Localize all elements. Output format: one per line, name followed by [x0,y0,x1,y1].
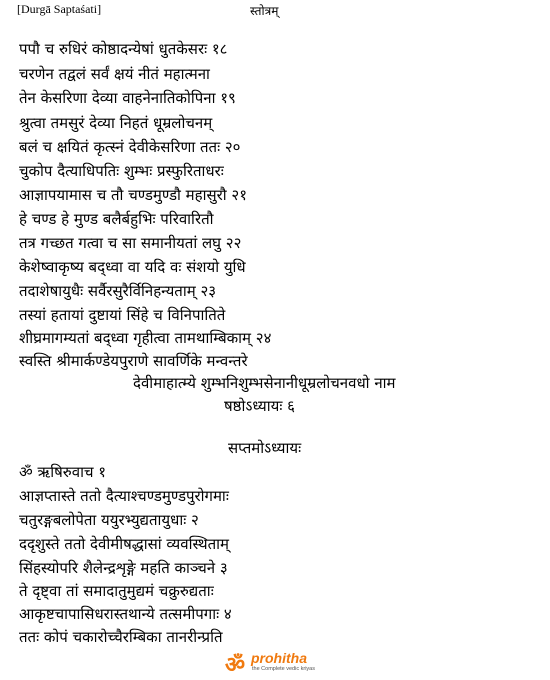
verse-line: आज्ञापयामास च तौ चण्डमुण्डौ महासुरौ २१ [19,186,247,204]
chapter-end: षष्ठोऽध्यायः ६ [224,397,295,415]
verse-line: पपौ च रुधिरं कोष्ठादन्येषां धुतकेसरः १८ [19,40,228,58]
verse-line: ॐ ऋषिरुवाच १ [19,463,107,481]
verse-line: केशेष्वाकृष्य बद्ध्वा वा यदि वः संशयो युधि [19,258,246,276]
verse-line: ददृशुस्ते ततो देवीमीषद्धासां व्यवस्थिताम् [19,535,229,553]
verse-line: शीघ्रमागम्यतां बद्ध्वा गृहीत्वा तामथाम्बिकाम् २४ [19,329,272,347]
verse-line: तदाशेषायुधैः सर्वैरसुरैर्विनिहन्यताम् २३ [19,282,217,300]
book-title: [Durgā Saptaśati] [17,2,102,16]
verse-line: आज्ञप्तास्ते ततो दैत्याश्चण्डमुण्डपुरोगमाः [19,487,229,505]
verse-line: सिंहस्योपरि शैलेन्द्रशृङ्गे महति काञ्चने ३ [19,559,228,577]
verse-line: चरणेन तद्वलं सर्वं क्षयं नीतं महात्मना [19,65,210,83]
verse-line: तस्यां हतायां दुष्टायां सिंहे च विनिपातिते [19,306,226,324]
verse-line: आकृष्टचापासिधरास्तथान्ये तत्समीपगाः ४ [19,605,232,623]
prohitha-logo [225,650,335,678]
verse-line: तत्र गच्छत गत्वा च सा समानीयतां लघु २२ [19,234,242,252]
verse-line: श्रुत्वा तमसुरं देव्या निहतं धूम्रलोचनम् [19,114,213,132]
verse-line: ते दृष्ट्वा तां समादातुमुद्यमं चक्रुरुद्यताः [19,582,214,600]
colophon-line: देवीमाहात्म्ये शुम्भनिशुम्भसेनानीधूम्रलोचनवधो नाम [133,374,396,392]
logo-name: prohitha [251,650,307,666]
chapter-heading: सप्तमोऽध्यायः [228,439,302,457]
om-icon: ॐ [225,653,246,678]
verse-line: हे चण्ड हे मुण्ड बलैर्बहुभिः परिवारितौ [19,210,214,228]
verse-line: चतुरङ्गबलोपेता ययुरभ्युद्यतायुधाः २ [19,511,199,529]
verse-line: बलं च क्षयितं कृत्स्नं देवीकेसरिणा ततः २० [19,138,241,156]
verse-line: ततः कोपं चकारोच्चैरम्बिका तानरीन्प्रति [19,628,223,646]
section-title: स्तोत्रम् [250,4,279,18]
verse-line: चुकोप दैत्याधिपतिः शुम्भः प्रस्फुरिताधरः [19,162,224,180]
colophon-line: स्वस्ति श्रीमार्कण्डेयपुराणे सावर्णिके मन्वन्तरे [19,352,248,370]
logo-tagline: the Complete vedic kriyas [252,666,315,672]
verse-line: तेन केसरिणा देव्या वाहनेनातिकोपिना १९ [19,89,236,107]
